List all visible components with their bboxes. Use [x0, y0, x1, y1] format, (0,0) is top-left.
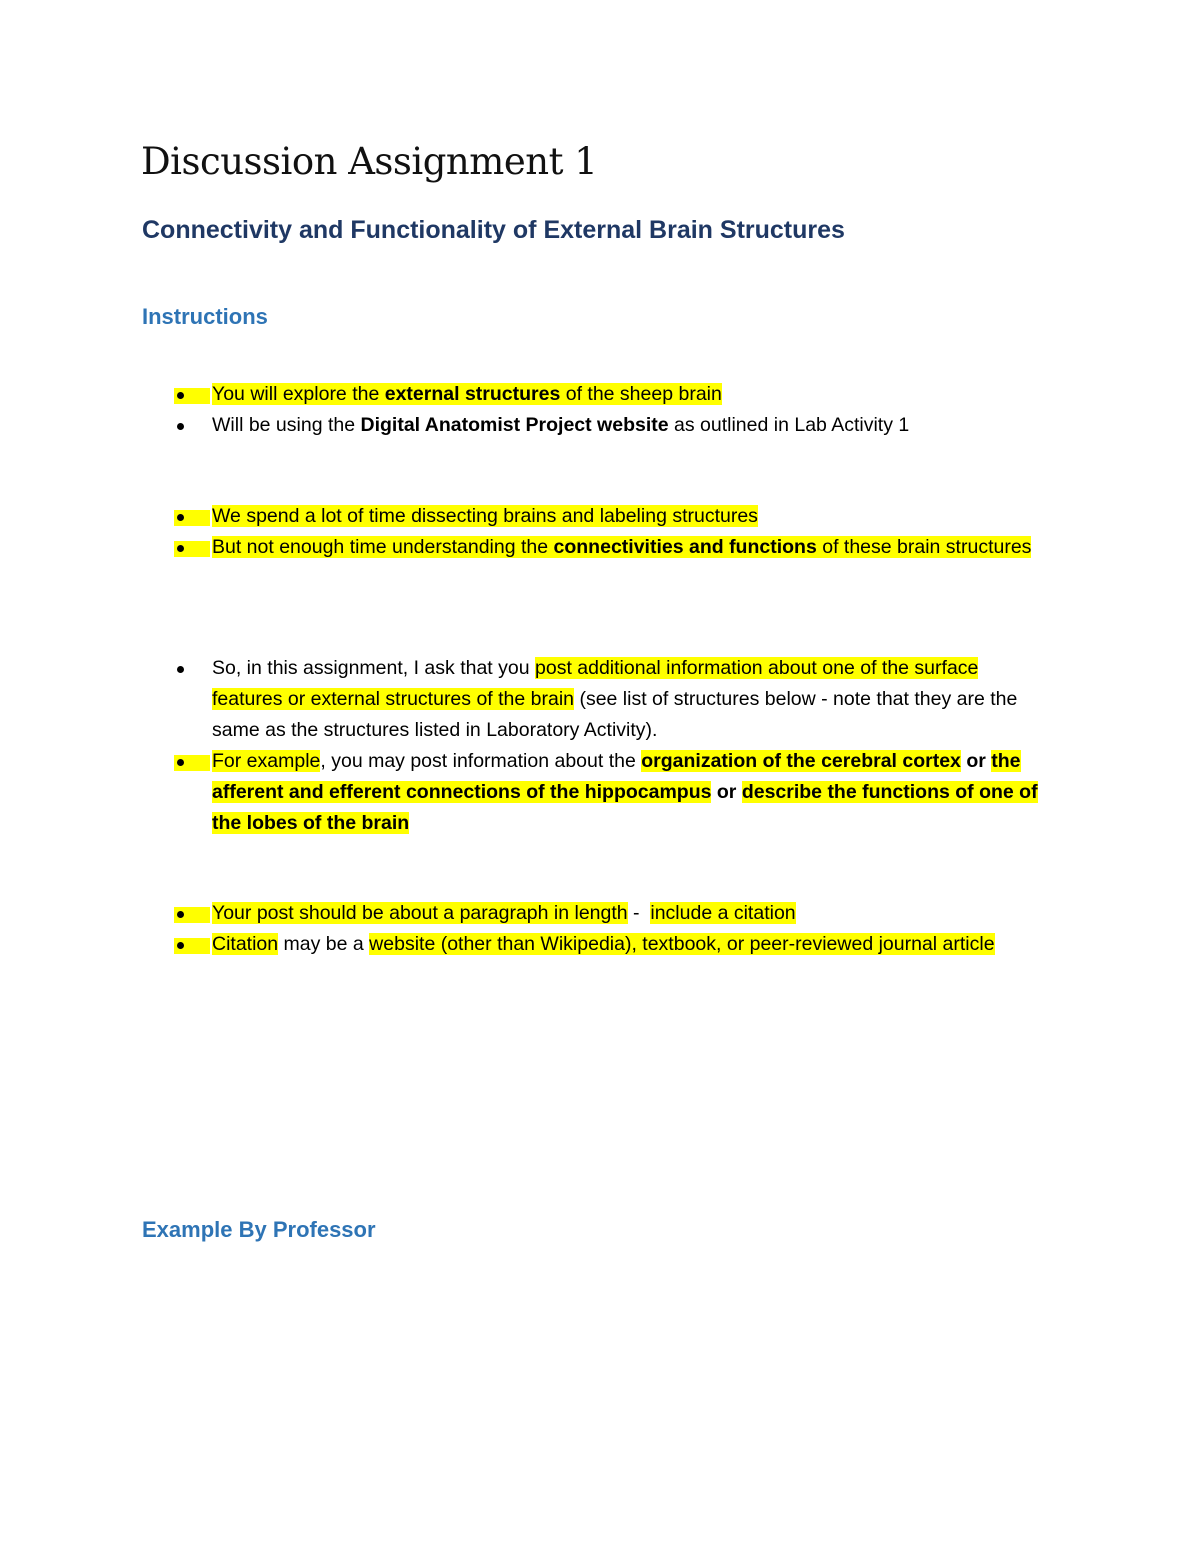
list-item-text	[212, 532, 1042, 563]
bullet-dot	[177, 911, 184, 918]
text-run: Your post should be	[212, 902, 390, 924]
bullet-dot	[177, 392, 184, 399]
subtitle-words-external-brain-structures: External Brain Structures	[543, 216, 845, 244]
list-item	[172, 746, 1042, 839]
example-heading: Example By Professor	[142, 1217, 376, 1242]
text-run: (see list of structures below - note that they are the same as the structures listed in Laboratory Activity).	[212, 688, 1018, 741]
list-item	[172, 898, 1042, 929]
text-run: Citation	[212, 933, 279, 955]
document-subtitle	[142, 216, 845, 245]
text-run: may be a	[278, 933, 370, 955]
text-run-bold: or	[711, 781, 742, 803]
text-run: dissecting brains and labeling structures	[411, 505, 758, 527]
list-item-text	[212, 653, 1042, 746]
text-run: But not enough time	[212, 536, 392, 558]
text-run: include a citation	[650, 902, 796, 924]
bullet-dot	[177, 666, 184, 673]
bullet-dot	[177, 514, 184, 521]
text-run: So, in this assignment, I ask that you	[212, 657, 535, 679]
text-run: connectivities and functions	[553, 536, 817, 558]
text-run: external structures	[384, 383, 561, 405]
text-run: We spend a lot of time	[212, 505, 412, 527]
list-item-text	[212, 898, 1042, 929]
text-run: describe the functions of one of the lobes of the brain	[212, 781, 1038, 834]
text-run: organization of the cerebral cortex	[641, 750, 961, 772]
text-run-bold: Digital Anatomist Project website	[360, 414, 669, 436]
text-run: You will explore the	[212, 383, 385, 405]
text-run: of these brain structures	[816, 536, 1032, 558]
text-run: -	[627, 902, 651, 924]
bullet-dot	[177, 545, 184, 552]
list-item	[172, 653, 1042, 746]
list-item	[172, 410, 1042, 441]
text-run: of the sheep brain	[560, 383, 722, 405]
instructions-heading: Instructions	[142, 304, 268, 329]
list-item-text	[212, 746, 1042, 839]
text-run: post additional information about one of the surface features or external structures of the brain	[212, 657, 979, 710]
text-run: website (other than Wikipedia), textbook, or peer-reviewed journal article	[369, 933, 995, 955]
list-item	[172, 929, 1042, 960]
text-run: the afferent and efferent connections of the hippocampus	[212, 750, 1021, 803]
bullet-dot	[177, 423, 184, 430]
text-run: example	[246, 750, 321, 772]
text-run: about a paragraph in length	[389, 902, 628, 924]
list-item	[172, 532, 1042, 563]
document-title: Discussion Assignment 1	[141, 140, 598, 183]
list-item-text	[212, 379, 1042, 410]
subtitle-word-of: of	[505, 216, 544, 244]
bullet-dot	[177, 759, 184, 766]
text-run-bold: or	[960, 750, 992, 772]
list-item-text	[212, 501, 1042, 532]
list-item	[172, 501, 1042, 532]
subtitle-word-connectivity: Connectivity	[142, 216, 293, 244]
bullet-dot	[177, 942, 184, 949]
text-run: understanding the	[391, 536, 554, 558]
subtitle-word-functionality: Functionality	[350, 216, 506, 244]
subtitle-word-and: and	[292, 216, 351, 244]
text-run: For	[212, 750, 247, 772]
text-run: as outlined in Lab Activity 1	[668, 414, 910, 436]
list-item	[172, 379, 1042, 410]
list-item-text	[212, 410, 1042, 441]
list-item-text	[212, 929, 1042, 960]
text-run: Will be using the	[212, 414, 361, 436]
text-run: , you may post information about the	[320, 750, 642, 772]
